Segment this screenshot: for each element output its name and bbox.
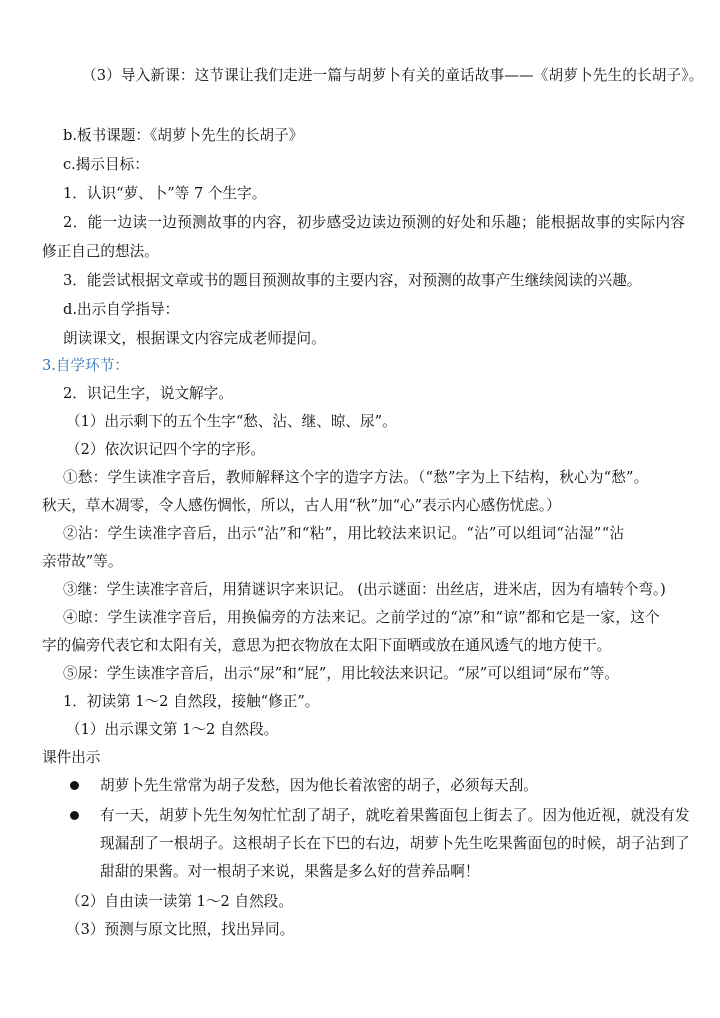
text-line-goal-1: 1．认识“萝、卜”等 7 个生字。: [63, 185, 267, 202]
text-line-char-niao: ⑤尿：学生读准字音后，出示“尿”和“屁”，用比较法来识记。“尿”可以组词“尿布”等。: [63, 665, 619, 682]
text-line-goal-2-cont: 修正自己的想法。: [42, 243, 159, 260]
bullet-text-line-1: 胡萝卜先生常常为胡子发愁，因为他长着浓密的胡子，必须每天刮。: [100, 777, 538, 794]
text-line-char-liang-cont: 字的偏旁代表它和太阳有关，意思为把衣物放在太阳下面晒或放在通风透气的地方使干。: [42, 637, 612, 654]
text-line-intro-new-lesson: （3）导入新课：这节课让我们走进一篇与胡萝卜有关的童话故事——《胡萝卜先生的长胡子》。: [82, 67, 704, 84]
bullet-icon: [70, 781, 79, 790]
text-line-char-chou-cont: 秋天，草木凋零，令人感伤惆怅，所以，古人用“秋”加“心”表示内心感伤忧虑。）: [42, 497, 561, 514]
text-line-goal-3: 3．能尝试根据文章或书的题目预测故事的主要内容，对预测的故事产生继续阅读的兴趣。: [63, 272, 642, 289]
text-line-board-title: b.板书课题：《胡萝卜先生的长胡子》: [63, 127, 304, 144]
text-line-free-read: （2）自由读一读第 1～2 自然段。: [66, 893, 293, 910]
bullet-icon: [70, 811, 79, 820]
text-line-char-ji: ③继：学生读准字音后，用猜谜识字来识记。 (出示谜面：出丝店，进米店，因为有墙转个弯。): [63, 581, 666, 598]
text-line-courseware-show: 课件出示: [42, 749, 101, 766]
bullet-text-line-2-cont: 现漏刮了一根胡子。这根胡子长在下巴的右边，胡萝卜先生吃果酱面包的时候，胡子沾到了: [100, 835, 690, 852]
text-line-char-zhan: ②沾：学生读准字音后，出示“沾”和“粘”，用比较法来识记。“沾”可以组词“沾湿”“沾: [63, 525, 625, 542]
text-line-reveal-goals: c.揭示目标：: [63, 156, 149, 173]
text-line-goal-2: 2．能一边读一边预测故事的内容，初步感受边读边预测的好处和乐趣；能根据故事的实际内容: [63, 214, 686, 231]
bullet-text-line-2: 有一天，胡萝卜先生匆匆忙忙刮了胡子，就吃着果酱面包上街去了。因为他近视，就没有发: [100, 807, 690, 824]
text-line-learn-characters: 2．识记生字，说文解字。: [63, 385, 233, 402]
text-line-show-five-characters: （1）出示剩下的五个生字“愁、沾、继、晾、尿”。: [66, 413, 397, 430]
text-line-memorize-shapes: （2）依次识记四个字的字形。: [66, 441, 266, 458]
section-heading-self-study: 3.自学环节：: [42, 357, 129, 374]
text-line-self-study-guide: d.出示自学指导：: [63, 301, 180, 318]
text-line-compare-prediction: （3）预测与原文比照，找出异同。: [66, 921, 295, 938]
text-line-read-aloud: 朗读课文，根据课文内容完成老师提问。: [63, 330, 326, 347]
text-line-show-paragraphs: （1）出示课文第 1～2 自然段。: [66, 721, 279, 738]
text-line-char-zhan-cont: 亲带故”等。: [42, 553, 123, 570]
text-line-first-read: 1．初读第 1～2 自然段，接触“修正”。: [63, 693, 320, 710]
text-line-char-chou: ①愁：学生读准字音后，教师解释这个字的造字方法。（“愁”字为上下结构，秋心为“愁”。: [63, 469, 649, 486]
text-line-char-liang: ④晾：学生读准字音后，用换偏旁的方法来记。之前学过的“凉”和“谅”都和它是一家，这个: [63, 609, 661, 626]
bullet-text-line-2-end: 甜甜的果酱。对一根胡子来说，果酱是多么好的营养品啊！: [100, 863, 480, 880]
